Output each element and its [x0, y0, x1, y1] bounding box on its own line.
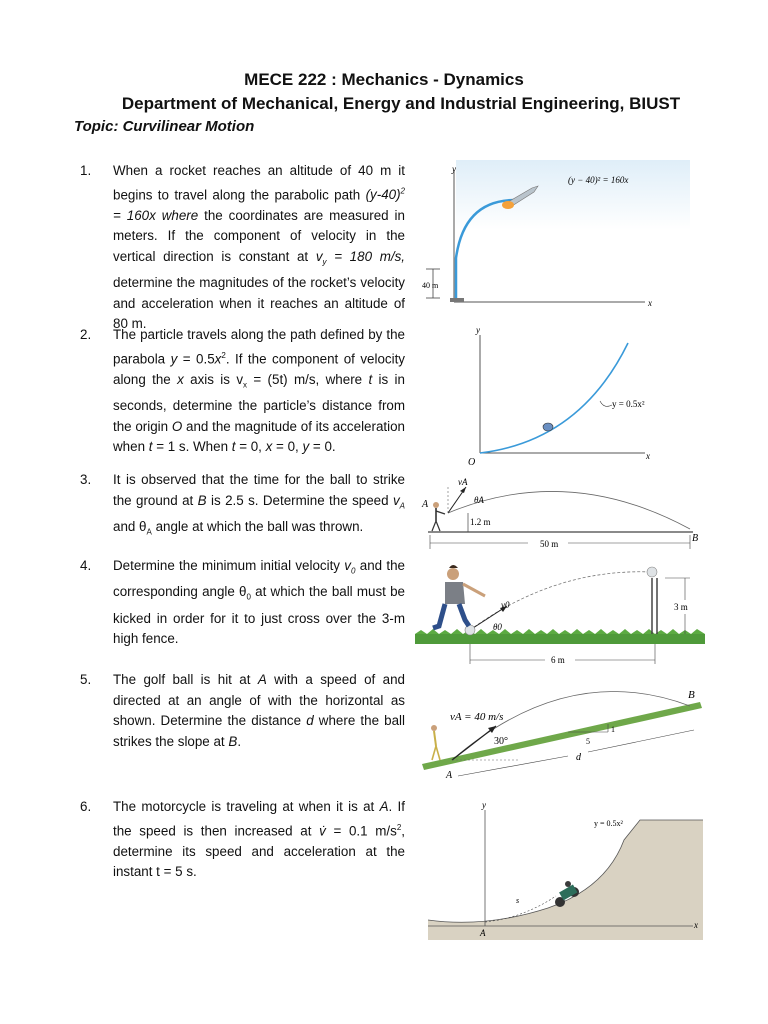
slope-rise-label: 1 [611, 725, 615, 734]
point-a-label: A [480, 928, 486, 938]
figure-kick-fence [415, 560, 705, 670]
problem-text: The motorcycle is traveling at when it is at A. If the speed is then increased at v̇ = 0.1 $m/s^2$, determine its speed and acceleration at the instant t = 5 s. [113, 799, 405, 880]
problem-number: 3. [80, 472, 92, 487]
curve-equation: y = 0.5x² [594, 819, 623, 828]
problem-text: When a rocket reaches an altitude of 40 m it begins to travel along the parabolic path $(y-40)^2 = 160x$ where the coordinates are measured in meters. If the component of velocity in the vertical direction is constant at $v_y = 180$ m/s, determine the magnitudes of the rocket’s velocity and acceleration when it reaches an altitude of 80 m. [113, 163, 405, 332]
point-b-label: B [692, 533, 699, 544]
particle [543, 423, 553, 431]
angle-label: θA [474, 495, 484, 505]
slope-run-label: 5 [586, 737, 590, 746]
figure-motorcycle-curve [428, 800, 703, 940]
document-header [0, 68, 768, 116]
curve-equation: y = 0.5x² [612, 399, 645, 409]
y-axis-label: y [452, 164, 456, 174]
department-title: Department of Mechanical, Energy and Industrial Engineering, BIUST [121, 94, 681, 113]
sky-background [456, 160, 690, 230]
height-label: 3 m [674, 602, 688, 612]
figure-particle-parabola [460, 323, 660, 468]
grass-blades [415, 629, 705, 634]
figure-ball-throw [418, 473, 708, 553]
x-axis-label: x [646, 451, 650, 461]
figure-rocket-path [420, 160, 690, 310]
y-axis-label: y [476, 325, 480, 335]
arc-length-label: s [516, 896, 520, 905]
origin-label: O [468, 457, 476, 468]
height-label: 40 m [422, 281, 439, 290]
problem-text: The particle travels along the path defined by the parabola $y = 0.5x^2$. If the component of velocity along the x axis is $v_x = (5t)$ m/s, where t is in seconds, determine the particle’s distance from the origin O and the magnitude of its acceleration when t = 1 s. When t = 0, x = 0, y = 0. [113, 327, 405, 455]
x-axis-label: x [648, 298, 652, 308]
problem-text: The golf ball is hit at A with a speed of and directed at an angle of with the horizontal as shown. Determine the distance d where the ball strikes the slope at B. [113, 672, 405, 749]
angle-label: 30° [494, 736, 508, 747]
velocity-label: v0 [501, 600, 510, 610]
golfer-figure [431, 725, 440, 760]
curve-equation: (y − 40)² = 160x [568, 175, 629, 185]
velocity-label: vA [458, 477, 468, 487]
point-a-label: A [422, 499, 429, 510]
leader-line [600, 401, 612, 406]
grass [415, 634, 705, 644]
distance-label: d [576, 752, 581, 763]
height-label: 1.2 m [470, 517, 491, 527]
course-title: MECE 222 : Mechanics - Dynamics [244, 70, 524, 89]
launch-pad [450, 298, 464, 302]
problem-number: 1. [80, 163, 92, 178]
distance-line-right [588, 730, 694, 752]
problem-number: 2. [80, 327, 92, 342]
figure-golf-slope [418, 680, 708, 790]
problem-text: Determine the minimum initial velocity $v_0$ and the corresponding angle $\theta_0$ at which the ball must be kicked in order for it to just cross over the 3-m high fence. [113, 558, 405, 647]
velocity-arrowhead [460, 487, 466, 493]
distance-label: 6 m [551, 655, 565, 665]
problem-number: 5. [80, 672, 92, 687]
topic-heading: Topic: Curvilinear Motion [74, 118, 255, 135]
problem-number: 4. [80, 558, 92, 573]
x-axis-label: x [694, 920, 698, 930]
point-b-label: B [688, 689, 695, 701]
ball-in-air [647, 567, 657, 577]
velocity-label: vA = 40 m/s [450, 711, 504, 723]
angle-label: θ0 [493, 622, 502, 632]
thrower-figure [432, 502, 445, 531]
parabola-path [480, 343, 628, 453]
distance-line-left [458, 756, 568, 776]
kicker-figure [433, 565, 485, 628]
problem-text: It is observed that the time for the ball to strike the ground at B is 2.5 s. Determine the speed $v_A$ and $\theta_A$ angle at which the ball was thrown. [113, 472, 405, 537]
y-axis-label: y [482, 800, 486, 810]
problem-number: 6. [80, 799, 92, 814]
point-a-label: A [446, 770, 453, 781]
distance-label: 50 m [540, 539, 559, 549]
